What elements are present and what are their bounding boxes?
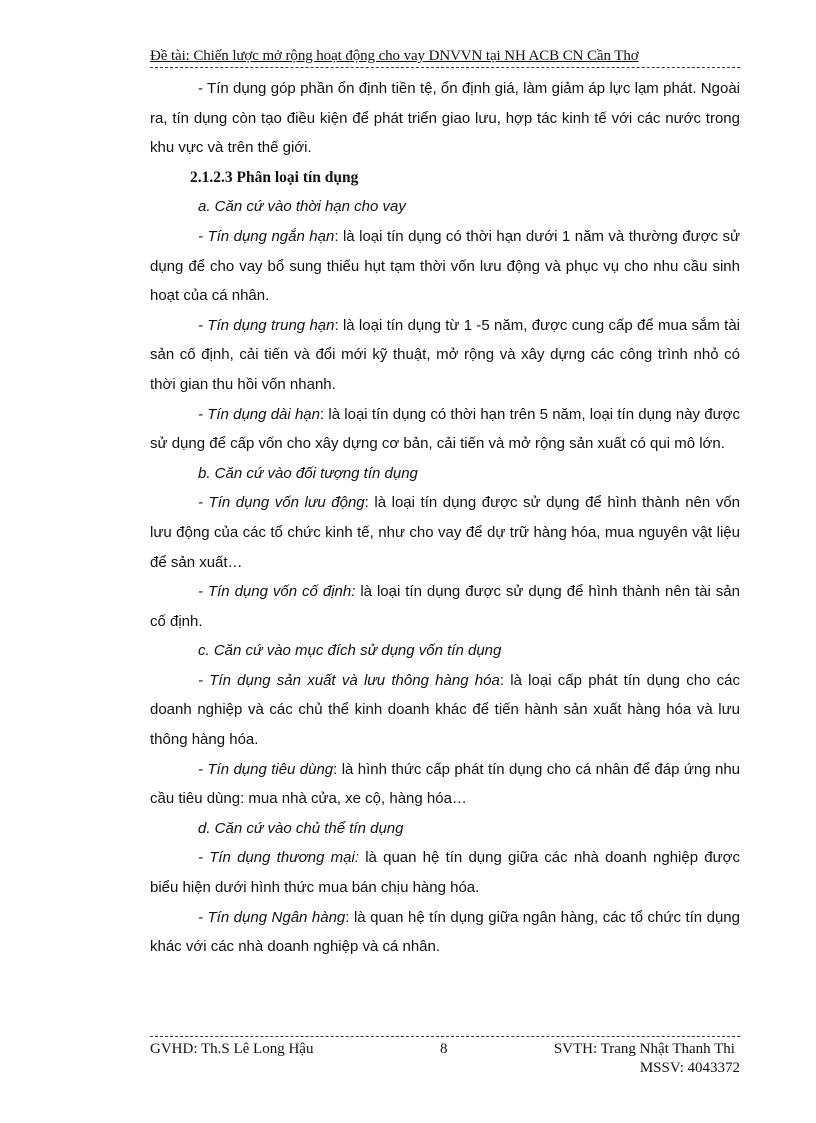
definition: : là quan hệ tín dụng giữa ngân hàng, các tổ chức tín dụng khác với các nhà doanh nghiệp và cá nhân. bbox=[150, 908, 740, 956]
footer-student-block bbox=[554, 1040, 740, 1078]
paragraph bbox=[150, 755, 740, 814]
definition: : là loại tín dụng từ 1 -5 năm, được cung cấp để mua sắm tài sản cố định, cải tiến và đổi mới kỹ thuật, mở rộng và xây dựng các công trình nhỏ có thời gian thu hồi vốn nhanh. bbox=[150, 316, 740, 393]
definition: là quan hệ tín dụng giữa các nhà doanh nghiệp được biểu hiện dưới hình thức mua bán chịu hàng hóa. bbox=[150, 849, 741, 897]
definition: : là hình thức cấp phát tín dụng cho cá nhân để đáp ứng nhu cầu tiêu dùng: mua nhà cửa, xe cộ, hàng hóa… bbox=[150, 760, 740, 808]
term: - Tín dụng Ngân hàng bbox=[198, 908, 346, 926]
term: - Tín dụng trung hạn bbox=[198, 316, 335, 334]
document-body bbox=[150, 74, 740, 962]
definition: : là loại tín dụng có thời hạn trên 5 năm, loại tín dụng này được sử dụng để cấp vốn cho xây dựng cơ bản, cải tiến và mở rộng sản xuất có qui mô lớn. bbox=[150, 405, 740, 453]
definition: : là loại tín dụng có thời hạn dưới 1 năm và thường được sử dụng để cho vay bổ sung thiếu hụt tạm thời vốn lưu động và phục vụ cho nhu cầu sinh hoạt của cá nhân. bbox=[150, 227, 740, 305]
term: - Tín dụng dài hạn bbox=[198, 405, 320, 423]
term: - Tín dụng ngắn hạn bbox=[198, 227, 335, 245]
paragraph bbox=[150, 903, 740, 962]
subheading-a: a. Căn cứ vào thời hạn cho vay bbox=[198, 198, 406, 216]
section-heading: 2.1.2.3 Phân loại tín dụng bbox=[190, 168, 359, 186]
paragraph bbox=[150, 311, 740, 400]
definition: : là loại cấp phát tín dụng cho các doanh nghiệp và các chủ thể kinh doanh khác để tiến hành sản xuất hàng hóa và lưu thông hàng hóa. bbox=[150, 671, 741, 749]
footer-divider bbox=[150, 1036, 740, 1037]
header-title: Đề tài: Chiến lược mở rộng hoạt động cho vay DNVVN tại NH ACB CN Cần Thơ bbox=[150, 48, 639, 64]
term: - Tín dụng vốn lưu động bbox=[198, 494, 365, 512]
term: - Tín dụng thương mại: bbox=[198, 849, 359, 867]
footer-student: SVTH: Trang Nhật Thanh Thi bbox=[553, 1041, 735, 1057]
term: - Tín dụng sản xuất và lưu thông hàng hóa bbox=[198, 671, 500, 689]
page-header bbox=[150, 46, 740, 68]
page-number: 8 bbox=[440, 1041, 448, 1057]
paragraph bbox=[150, 222, 740, 311]
subheading-b: b. Căn cứ vào đối tượng tín dụng bbox=[198, 464, 418, 482]
paragraph bbox=[150, 488, 740, 577]
footer-student-id: MSSV: 4043372 bbox=[639, 1060, 740, 1076]
paragraph bbox=[150, 577, 740, 636]
paragraph bbox=[150, 843, 740, 902]
subheading-d: d. Căn cứ vào chủ thể tín dụng bbox=[198, 819, 404, 837]
paragraph bbox=[150, 666, 740, 755]
term: - Tín dụng tiêu dùng bbox=[198, 760, 334, 778]
definition: là loại tín dụng được sử dụng để hình thành nên tài sản cố định. bbox=[150, 583, 740, 630]
subheading-c: c. Căn cứ vào mục đích sử dụng vốn tín dụng bbox=[198, 642, 502, 660]
paragraph bbox=[150, 400, 740, 459]
paragraph: - Tín dụng góp phần ổn định tiền tệ, ổn định giá, làm giảm áp lực lạm phát. Ngoài ra, tín dụng còn tạo điều kiện để phát triển giao lưu, hợp tác kinh tế với các nước trong khu vực và trên thế giới. bbox=[150, 80, 740, 157]
definition: : là loại tín dụng được sử dụng để hình thành nên vốn lưu động của các tổ chức kinh tế, như cho vay để dự trữ hàng hóa, mua nguyên vật liệu để sản xuất… bbox=[150, 494, 740, 571]
term: - Tín dụng vốn cố định: bbox=[198, 583, 356, 601]
footer-advisor: GVHD: Th.S Lê Long Hậu bbox=[150, 1041, 314, 1057]
